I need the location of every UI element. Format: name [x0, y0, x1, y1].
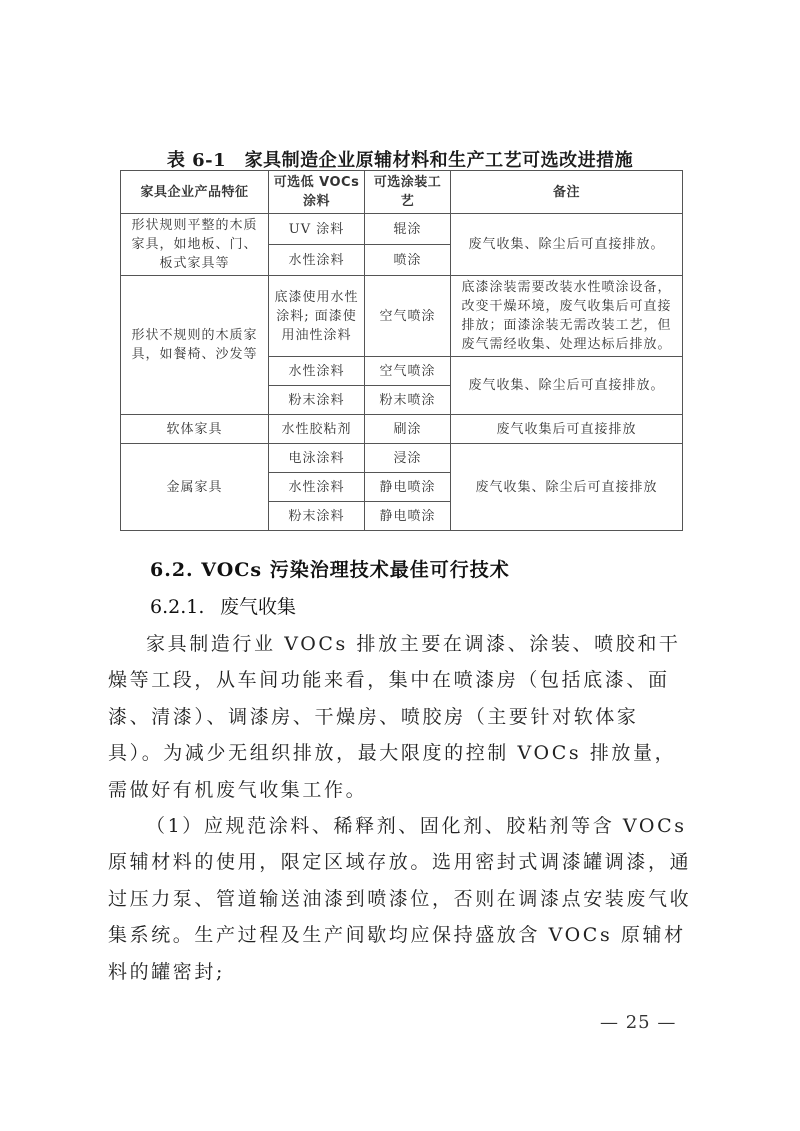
coating-cell: 水性涂料 [269, 473, 365, 502]
remark-cell: 废气收集、除尘后可直接排放。 [451, 357, 683, 415]
product-feature-cell: 形状规则平整的木质家具，如地板、门、板式家具等 [121, 214, 269, 276]
product-feature-cell: 软体家具 [121, 415, 269, 444]
process-cell: 静电喷涂 [365, 502, 451, 531]
process-cell: 粉末喷涂 [365, 386, 451, 415]
body-paragraph: 家具制造行业 VOCs 排放主要在调漆、涂装、喷胶和干燥等工段，从车间功能来看，集中在喷漆房（包括底漆、面漆、清漆）、调漆房、干燥房、喷胶房（主要针对软体家具）。为减少无组织排放，最大限度的控制 VOCs 排放量，需做好有机废气收集工作。 [108, 633, 681, 801]
coating-cell: UV 涂料 [269, 214, 365, 245]
remark-cell: 废气收集、除尘后可直接排放。 [451, 214, 683, 276]
section-title: VOCs 污染治理技术最佳可行技术 [201, 559, 510, 581]
header-coating-process: 可选涂装工艺 [365, 171, 451, 214]
coating-cell: 水性涂料 [269, 245, 365, 276]
coating-cell: 粉末涂料 [269, 502, 365, 531]
page-number: — 25 — [600, 1012, 677, 1033]
table-row [121, 276, 683, 357]
section-number: 6.2. [150, 559, 194, 581]
table-header-row [121, 171, 683, 214]
process-cell: 刷涂 [365, 415, 451, 444]
process-cell: 静电喷涂 [365, 473, 451, 502]
remark-cell: 底漆涂装需要改装水性喷涂设备，改变干燥环境，废气收集后可直接排放；面漆涂装无需改装工艺，但废气需经收集、处理达标后排放。 [451, 276, 683, 357]
table-row [121, 415, 683, 444]
subsection-title: 废气收集 [220, 596, 297, 618]
subsection-heading [150, 592, 296, 619]
measures-table [120, 170, 683, 531]
process-cell: 浸涂 [365, 444, 451, 473]
remark-cell: 废气收集、除尘后可直接排放 [451, 444, 683, 531]
product-feature-cell: 形状不规则的木质家具，如餐椅、沙发等 [121, 276, 269, 415]
process-cell: 喷涂 [365, 245, 451, 276]
header-low-voc-coating: 可选低 VOCs 涂料 [269, 171, 365, 214]
process-cell: 空气喷涂 [365, 357, 451, 386]
table-title: 表 6-1 家具制造企业原辅材料和生产工艺可选改进措施 [166, 150, 634, 171]
coating-cell: 水性涂料 [269, 357, 365, 386]
product-feature-cell: 金属家具 [121, 444, 269, 531]
process-cell: 空气喷涂 [365, 276, 451, 357]
process-cell: 辊涂 [365, 214, 451, 245]
table-row [121, 444, 683, 473]
coating-cell: 电泳涂料 [269, 444, 365, 473]
table-row [121, 214, 683, 245]
header-product-feature: 家具企业产品特征 [121, 171, 269, 214]
coating-cell: 底漆使用水性涂料; 面漆使用油性涂料 [269, 276, 365, 357]
section-heading [150, 555, 510, 582]
coating-cell: 粉末涂料 [269, 386, 365, 415]
coating-cell: 水性胶粘剂 [269, 415, 365, 444]
remark-cell: 废气收集后可直接排放 [451, 415, 683, 444]
subsection-number: 6.2.1. [150, 596, 205, 618]
body-paragraph: （1）应规范涂料、稀释剂、固化剂、胶粘剂等含 VOCs 原辅材料的使用，限定区域存放。选用密封式调漆罐调漆，通过压力泵、管道输送油漆到喷漆位，否则在调漆点安装废气收集系统。生产过程及生产间歇均应保持盛放含 VOCs 原辅材料的罐密封; [108, 815, 692, 983]
header-remarks: 备注 [451, 171, 683, 214]
